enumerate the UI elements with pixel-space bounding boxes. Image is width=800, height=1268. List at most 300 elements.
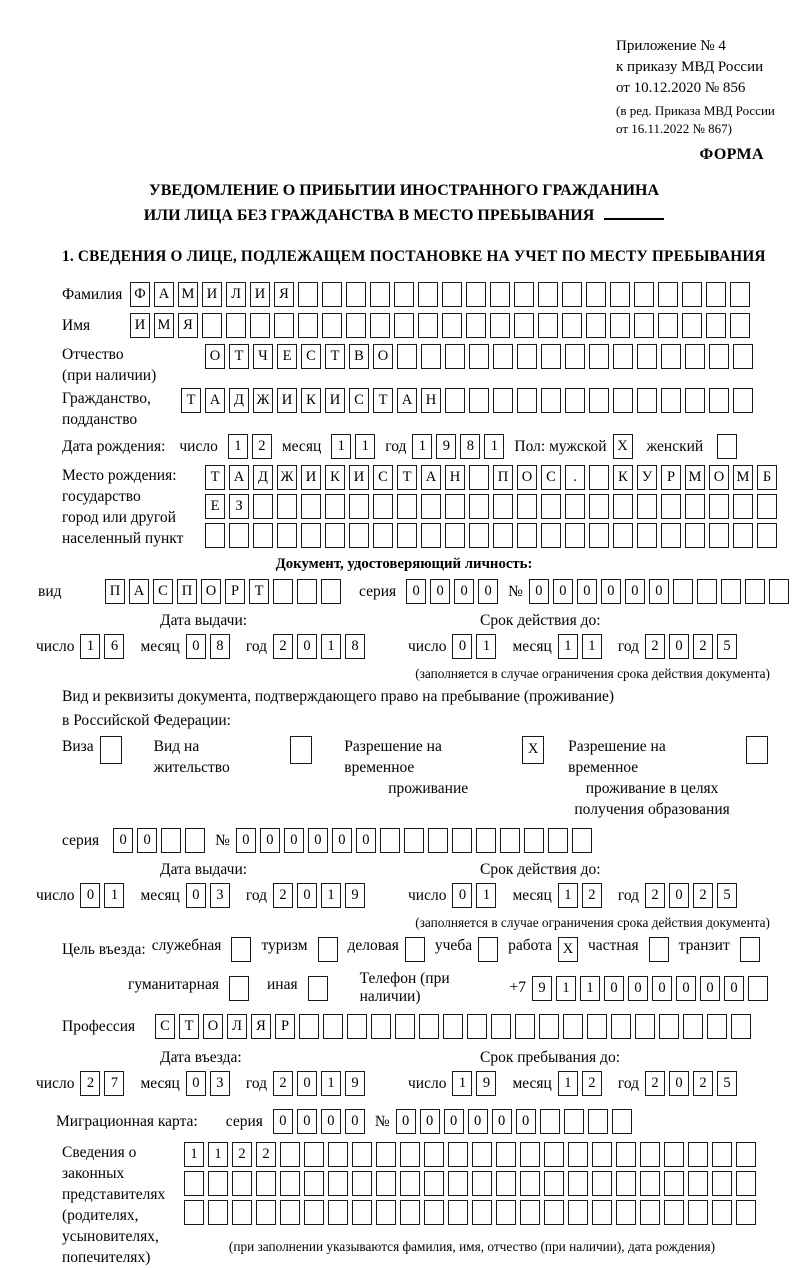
char-cell[interactable]: М [733, 465, 753, 490]
char-cell[interactable]: З [229, 494, 249, 519]
char-cell[interactable] [400, 1142, 420, 1167]
char-cell[interactable] [493, 388, 513, 413]
issue-year-boxes[interactable] [273, 883, 369, 908]
char-cell[interactable]: 0 [454, 579, 474, 604]
char-cell[interactable]: 0 [80, 883, 100, 908]
birth-year-boxes[interactable] [412, 434, 508, 459]
checkbox-cell[interactable] [740, 937, 760, 962]
char-cell[interactable] [640, 1171, 660, 1196]
char-cell[interactable]: М [178, 282, 198, 307]
entry-month-boxes[interactable] [186, 1071, 234, 1096]
char-cell[interactable] [352, 1200, 372, 1225]
char-cell[interactable]: 1 [558, 634, 578, 659]
char-cell[interactable] [493, 523, 513, 548]
char-cell[interactable] [370, 282, 390, 307]
char-cell[interactable]: 8 [210, 634, 230, 659]
char-cell[interactable]: И [130, 313, 150, 338]
char-cell[interactable] [496, 1200, 516, 1225]
char-cell[interactable] [757, 523, 777, 548]
char-cell[interactable]: 2 [273, 883, 293, 908]
char-cell[interactable] [562, 282, 582, 307]
residence-series-boxes[interactable] [113, 828, 209, 853]
char-cell[interactable] [683, 1014, 703, 1039]
char-cell[interactable] [184, 1171, 204, 1196]
char-cell[interactable] [469, 523, 489, 548]
char-cell[interactable]: 2 [645, 1071, 665, 1096]
char-cell[interactable] [472, 1200, 492, 1225]
char-cell[interactable] [661, 494, 681, 519]
char-cell[interactable]: 2 [693, 634, 713, 659]
residence-number-boxes[interactable] [236, 828, 596, 853]
char-cell[interactable]: 1 [580, 976, 600, 1001]
char-cell[interactable] [658, 313, 678, 338]
char-cell[interactable] [253, 523, 273, 548]
char-cell[interactable]: О [517, 465, 537, 490]
valid-month-boxes[interactable] [558, 634, 606, 659]
char-cell[interactable] [610, 282, 630, 307]
char-cell[interactable] [640, 1200, 660, 1225]
purpose-private-checkbox[interactable] [649, 937, 673, 962]
char-cell[interactable] [404, 828, 424, 853]
char-cell[interactable] [448, 1142, 468, 1167]
char-cell[interactable] [589, 344, 609, 369]
char-cell[interactable] [442, 313, 462, 338]
char-cell[interactable]: 0 [601, 579, 621, 604]
char-cell[interactable] [709, 523, 729, 548]
char-cell[interactable] [664, 1171, 684, 1196]
char-cell[interactable] [661, 344, 681, 369]
char-cell[interactable] [418, 313, 438, 338]
birth-month-boxes[interactable] [331, 434, 379, 459]
char-cell[interactable] [745, 579, 765, 604]
char-cell[interactable] [394, 282, 414, 307]
char-cell[interactable]: Ч [253, 344, 273, 369]
char-cell[interactable] [394, 313, 414, 338]
char-cell[interactable] [496, 1171, 516, 1196]
char-cell[interactable] [472, 1171, 492, 1196]
char-cell[interactable] [637, 523, 657, 548]
char-cell[interactable] [469, 494, 489, 519]
char-cell[interactable] [328, 1200, 348, 1225]
char-cell[interactable]: 1 [331, 434, 351, 459]
char-cell[interactable]: 0 [345, 1109, 365, 1134]
char-cell[interactable]: 0 [649, 579, 669, 604]
char-cell[interactable] [688, 1171, 708, 1196]
char-cell[interactable] [321, 579, 341, 604]
valid-month-boxes[interactable] [558, 883, 606, 908]
char-cell[interactable] [589, 388, 609, 413]
char-cell[interactable] [706, 282, 726, 307]
char-cell[interactable] [493, 494, 513, 519]
char-cell[interactable] [322, 282, 342, 307]
char-cell[interactable] [328, 1142, 348, 1167]
char-cell[interactable] [685, 523, 705, 548]
birth-place-row1[interactable] [205, 465, 781, 490]
char-cell[interactable] [253, 494, 273, 519]
char-cell[interactable]: 0 [420, 1109, 440, 1134]
sex-female-checkbox[interactable] [717, 434, 741, 459]
char-cell[interactable] [565, 344, 585, 369]
char-cell[interactable]: 0 [628, 976, 648, 1001]
char-cell[interactable] [589, 465, 609, 490]
char-cell[interactable]: 1 [208, 1142, 228, 1167]
char-cell[interactable] [328, 1171, 348, 1196]
char-cell[interactable] [688, 1142, 708, 1167]
char-cell[interactable] [541, 344, 561, 369]
char-cell[interactable] [563, 1014, 583, 1039]
char-cell[interactable]: С [541, 465, 561, 490]
char-cell[interactable]: 0 [577, 579, 597, 604]
char-cell[interactable] [707, 1014, 727, 1039]
char-cell[interactable] [682, 282, 702, 307]
char-cell[interactable]: 1 [484, 434, 504, 459]
char-cell[interactable] [544, 1200, 564, 1225]
checkbox-cell[interactable] [229, 976, 249, 1001]
char-cell[interactable] [424, 1200, 444, 1225]
doc-kind-boxes[interactable] [105, 579, 345, 604]
purpose-transit-checkbox[interactable] [740, 937, 764, 962]
char-cell[interactable]: А [397, 388, 417, 413]
char-cell[interactable]: 1 [558, 883, 578, 908]
valid-day-boxes[interactable] [452, 883, 500, 908]
char-cell[interactable] [274, 313, 294, 338]
char-cell[interactable] [736, 1200, 756, 1225]
char-cell[interactable]: 0 [553, 579, 573, 604]
char-cell[interactable]: П [105, 579, 125, 604]
char-cell[interactable]: К [301, 388, 321, 413]
char-cell[interactable]: 0 [468, 1109, 488, 1134]
char-cell[interactable] [572, 828, 592, 853]
checkbox-cell[interactable] [649, 937, 669, 962]
char-cell[interactable] [490, 313, 510, 338]
char-cell[interactable] [445, 494, 465, 519]
char-cell[interactable]: 2 [252, 434, 272, 459]
char-cell[interactable] [540, 1109, 560, 1134]
char-cell[interactable] [733, 523, 753, 548]
char-cell[interactable] [661, 523, 681, 548]
char-cell[interactable]: 0 [430, 579, 450, 604]
char-cell[interactable]: 0 [676, 976, 696, 1001]
char-cell[interactable] [682, 313, 702, 338]
char-cell[interactable]: Д [253, 465, 273, 490]
char-cell[interactable] [496, 1142, 516, 1167]
char-cell[interactable] [709, 344, 729, 369]
char-cell[interactable]: 1 [476, 634, 496, 659]
char-cell[interactable] [588, 1109, 608, 1134]
char-cell[interactable] [548, 828, 568, 853]
char-cell[interactable] [616, 1142, 636, 1167]
char-cell[interactable]: О [203, 1014, 223, 1039]
char-cell[interactable] [712, 1142, 732, 1167]
char-cell[interactable] [562, 313, 582, 338]
char-cell[interactable] [445, 344, 465, 369]
char-cell[interactable] [448, 1200, 468, 1225]
char-cell[interactable] [709, 494, 729, 519]
char-cell[interactable] [466, 282, 486, 307]
doc-number-boxes[interactable] [529, 579, 793, 604]
birth-place-row3[interactable] [205, 523, 781, 548]
char-cell[interactable] [697, 579, 717, 604]
citizenship-boxes[interactable] [181, 388, 757, 413]
char-cell[interactable]: 0 [452, 883, 472, 908]
char-cell[interactable]: 0 [625, 579, 645, 604]
char-cell[interactable]: 2 [582, 883, 602, 908]
char-cell[interactable] [397, 344, 417, 369]
legal-reps-row3[interactable] [184, 1200, 760, 1225]
char-cell[interactable]: 0 [652, 976, 672, 1001]
char-cell[interactable]: 2 [232, 1142, 252, 1167]
surname-boxes[interactable] [130, 282, 754, 307]
char-cell[interactable]: 2 [645, 883, 665, 908]
char-cell[interactable] [376, 1171, 396, 1196]
char-cell[interactable]: Л [227, 1014, 247, 1039]
char-cell[interactable]: С [153, 579, 173, 604]
char-cell[interactable]: 2 [256, 1142, 276, 1167]
char-cell[interactable]: Р [225, 579, 245, 604]
char-cell[interactable] [568, 1171, 588, 1196]
migration-series-boxes[interactable] [273, 1109, 369, 1134]
char-cell[interactable] [757, 494, 777, 519]
char-cell[interactable] [610, 313, 630, 338]
char-cell[interactable] [500, 828, 520, 853]
char-cell[interactable] [748, 976, 768, 1001]
char-cell[interactable]: И [349, 465, 369, 490]
char-cell[interactable]: 9 [476, 1071, 496, 1096]
char-cell[interactable] [491, 1014, 511, 1039]
char-cell[interactable] [208, 1200, 228, 1225]
char-cell[interactable]: П [493, 465, 513, 490]
char-cell[interactable]: Я [178, 313, 198, 338]
char-cell[interactable] [277, 494, 297, 519]
char-cell[interactable] [232, 1171, 252, 1196]
valid-day-boxes[interactable] [452, 634, 500, 659]
char-cell[interactable]: 0 [444, 1109, 464, 1134]
char-cell[interactable] [539, 1014, 559, 1039]
char-cell[interactable] [730, 313, 750, 338]
char-cell[interactable]: С [155, 1014, 175, 1039]
char-cell[interactable] [688, 1200, 708, 1225]
doc-series-boxes[interactable] [406, 579, 502, 604]
char-cell[interactable]: 0 [297, 1071, 317, 1096]
char-cell[interactable]: 1 [355, 434, 375, 459]
char-cell[interactable]: 0 [186, 634, 206, 659]
purpose-study-checkbox[interactable] [478, 937, 502, 962]
char-cell[interactable] [418, 282, 438, 307]
char-cell[interactable] [184, 1200, 204, 1225]
char-cell[interactable] [397, 494, 417, 519]
char-cell[interactable]: О [205, 344, 225, 369]
char-cell[interactable]: 1 [321, 1071, 341, 1096]
char-cell[interactable] [685, 388, 705, 413]
char-cell[interactable]: 0 [406, 579, 426, 604]
char-cell[interactable] [376, 1142, 396, 1167]
char-cell[interactable]: Т [229, 344, 249, 369]
char-cell[interactable] [424, 1171, 444, 1196]
edu-permit-checkbox[interactable] [746, 736, 772, 764]
char-cell[interactable]: 5 [717, 1071, 737, 1096]
char-cell[interactable] [706, 313, 726, 338]
purpose-official-checkbox[interactable] [231, 937, 255, 962]
char-cell[interactable]: 9 [436, 434, 456, 459]
char-cell[interactable] [280, 1171, 300, 1196]
char-cell[interactable] [685, 344, 705, 369]
stay-year-boxes[interactable] [645, 1071, 741, 1096]
purpose-business-checkbox[interactable] [405, 937, 429, 962]
checkbox-cell[interactable] [717, 434, 737, 459]
char-cell[interactable] [544, 1171, 564, 1196]
valid-year-boxes[interactable] [645, 634, 741, 659]
char-cell[interactable]: 2 [273, 634, 293, 659]
char-cell[interactable] [205, 523, 225, 548]
char-cell[interactable] [280, 1142, 300, 1167]
legal-reps-row1[interactable] [184, 1142, 760, 1167]
char-cell[interactable] [323, 1014, 343, 1039]
sex-male-checkbox[interactable] [613, 434, 637, 459]
char-cell[interactable] [514, 313, 534, 338]
char-cell[interactable] [400, 1171, 420, 1196]
char-cell[interactable]: А [205, 388, 225, 413]
char-cell[interactable] [568, 1200, 588, 1225]
char-cell[interactable]: А [154, 282, 174, 307]
char-cell[interactable] [208, 1171, 228, 1196]
char-cell[interactable]: И [250, 282, 270, 307]
char-cell[interactable] [445, 523, 465, 548]
char-cell[interactable]: 0 [308, 828, 328, 853]
char-cell[interactable]: 9 [532, 976, 552, 1001]
char-cell[interactable]: 2 [693, 883, 713, 908]
char-cell[interactable]: 0 [478, 579, 498, 604]
char-cell[interactable] [592, 1171, 612, 1196]
char-cell[interactable]: 3 [210, 1071, 230, 1096]
checkbox-cell[interactable] [290, 736, 312, 764]
char-cell[interactable] [347, 1014, 367, 1039]
char-cell[interactable]: Т [179, 1014, 199, 1039]
char-cell[interactable]: Т [325, 344, 345, 369]
char-cell[interactable]: 0 [669, 634, 689, 659]
char-cell[interactable]: Т [205, 465, 225, 490]
char-cell[interactable] [640, 1142, 660, 1167]
char-cell[interactable] [733, 388, 753, 413]
char-cell[interactable]: Я [251, 1014, 271, 1039]
char-cell[interactable]: 0 [529, 579, 549, 604]
char-cell[interactable]: 0 [452, 634, 472, 659]
char-cell[interactable] [298, 313, 318, 338]
char-cell[interactable] [613, 388, 633, 413]
char-cell[interactable]: 0 [356, 828, 376, 853]
char-cell[interactable] [299, 1014, 319, 1039]
char-cell[interactable] [304, 1200, 324, 1225]
char-cell[interactable]: 0 [236, 828, 256, 853]
char-cell[interactable] [256, 1200, 276, 1225]
char-cell[interactable] [421, 344, 441, 369]
char-cell[interactable] [769, 579, 789, 604]
char-cell[interactable]: Р [661, 465, 681, 490]
char-cell[interactable]: 1 [80, 634, 100, 659]
char-cell[interactable]: . [565, 465, 585, 490]
char-cell[interactable] [349, 523, 369, 548]
char-cell[interactable] [325, 494, 345, 519]
char-cell[interactable]: Т [181, 388, 201, 413]
char-cell[interactable] [349, 494, 369, 519]
given-name-boxes[interactable] [130, 313, 754, 338]
char-cell[interactable]: С [301, 344, 321, 369]
char-cell[interactable] [304, 1142, 324, 1167]
char-cell[interactable] [280, 1200, 300, 1225]
char-cell[interactable]: 0 [297, 634, 317, 659]
char-cell[interactable]: 0 [492, 1109, 512, 1134]
char-cell[interactable]: Е [205, 494, 225, 519]
phone-boxes[interactable] [532, 976, 772, 1001]
char-cell[interactable]: 1 [228, 434, 248, 459]
char-cell[interactable]: 0 [321, 1109, 341, 1134]
char-cell[interactable] [352, 1171, 372, 1196]
char-cell[interactable]: Я [274, 282, 294, 307]
char-cell[interactable] [659, 1014, 679, 1039]
char-cell[interactable]: 8 [345, 634, 365, 659]
char-cell[interactable] [565, 523, 585, 548]
char-cell[interactable]: 9 [345, 883, 365, 908]
char-cell[interactable] [586, 313, 606, 338]
char-cell[interactable]: 2 [582, 1071, 602, 1096]
char-cell[interactable] [476, 828, 496, 853]
char-cell[interactable]: 0 [260, 828, 280, 853]
char-cell[interactable] [185, 828, 205, 853]
char-cell[interactable] [397, 523, 417, 548]
char-cell[interactable] [564, 1109, 584, 1134]
char-cell[interactable] [304, 1171, 324, 1196]
char-cell[interactable] [250, 313, 270, 338]
char-cell[interactable] [452, 828, 472, 853]
char-cell[interactable]: Б [757, 465, 777, 490]
char-cell[interactable] [664, 1142, 684, 1167]
char-cell[interactable]: Е [277, 344, 297, 369]
char-cell[interactable] [202, 313, 222, 338]
char-cell[interactable]: 0 [669, 1071, 689, 1096]
char-cell[interactable] [380, 828, 400, 853]
char-cell[interactable]: 8 [460, 434, 480, 459]
issue-year-boxes[interactable] [273, 634, 369, 659]
char-cell[interactable]: К [613, 465, 633, 490]
char-cell[interactable]: 0 [669, 883, 689, 908]
issue-day-boxes[interactable] [80, 883, 128, 908]
char-cell[interactable] [661, 388, 681, 413]
char-cell[interactable] [395, 1014, 415, 1039]
char-cell[interactable] [712, 1200, 732, 1225]
char-cell[interactable] [709, 388, 729, 413]
char-cell[interactable]: 6 [104, 634, 124, 659]
char-cell[interactable]: 0 [284, 828, 304, 853]
char-cell[interactable]: А [421, 465, 441, 490]
char-cell[interactable] [685, 494, 705, 519]
char-cell[interactable]: 0 [516, 1109, 536, 1134]
char-cell[interactable] [421, 494, 441, 519]
char-cell[interactable] [541, 388, 561, 413]
char-cell[interactable] [733, 344, 753, 369]
char-cell[interactable]: И [277, 388, 297, 413]
char-cell[interactable] [229, 523, 249, 548]
char-cell[interactable]: К [325, 465, 345, 490]
char-cell[interactable] [589, 494, 609, 519]
checkbox-cell[interactable]: X [613, 434, 633, 459]
char-cell[interactable] [472, 1142, 492, 1167]
char-cell[interactable]: 1 [184, 1142, 204, 1167]
char-cell[interactable] [517, 344, 537, 369]
char-cell[interactable]: М [685, 465, 705, 490]
char-cell[interactable] [637, 344, 657, 369]
char-cell[interactable] [346, 313, 366, 338]
char-cell[interactable] [256, 1171, 276, 1196]
char-cell[interactable]: 9 [345, 1071, 365, 1096]
